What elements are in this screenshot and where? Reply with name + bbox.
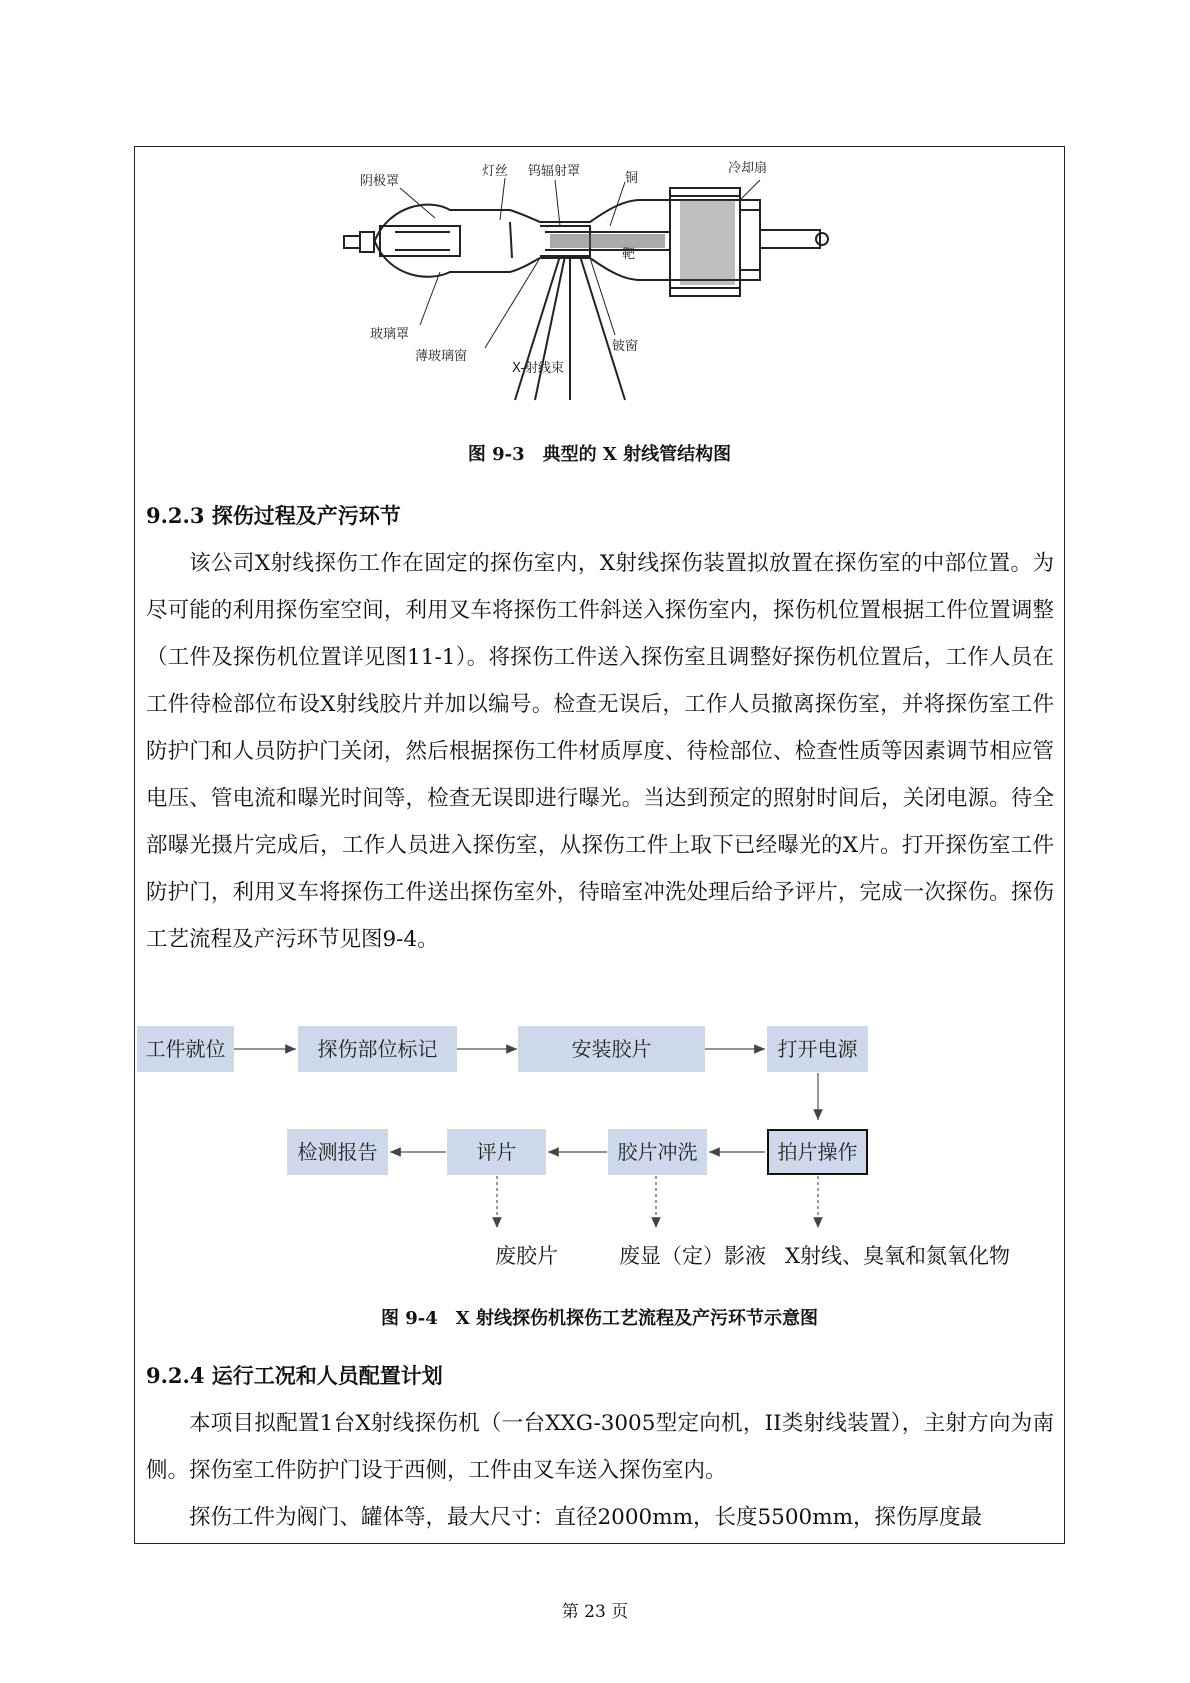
output-xray-ozone-nox: X射线、臭氧和氮氧化物 [785,1244,1010,1268]
label-xray-beam: X-射线束 [512,361,564,376]
label-glass-cover: 玻璃罩 [370,327,410,342]
flow-step-install-film: 安装胶片 [518,1026,705,1072]
section-paragraph-2: 探伤工件为阀门、罐体等，最大尺寸：直径2000mm，长度5500mm，探伤厚度最 [189,1505,982,1530]
flow-step-film-review: 评片 [447,1129,546,1175]
label-thin-glass-window: 薄玻璃窗 [415,349,468,364]
section-heading-9-2-4: 9.2.4 运行工况和人员配置计划 [146,1363,443,1388]
section-paragraph: 该公司X射线探伤工作在固定的探伤室内，X射线探伤装置拟放置在探伤室的中部位置。为尽可能的利用探伤室空间，利用叉车将探伤工件斜送入探伤室内，探伤机位置根据工件位置调整（工件及探伤机位置详见图11-1）。将探伤工件送入探伤室且调整好探伤机位置后，工作人员在工件待检部位布设X射线胶片并加以编号。检查无误后，工作人员撤离探伤室，并将探伤室工件防护门和人员防护门关闭，然后根据探伤工件材质厚度、待检部位、检查性质等因素调节相应管电压、管电流和曝光时间等，检查无误即进行曝光。当达到预定的照射时间后，关闭电源。待全部曝光摄片完成后，工作人员进入探伤室，从探伤工件上取下已经曝光的X片。打开探伤室工件防护门，利用叉车将探伤工件送出探伤室外，待暗室冲洗处理后给予评片，完成一次探伤。探伤工艺流程及产污环节见图9-4。 [146,551,1054,952]
figure-caption-9-4: 图 9-4 X 射线探伤机探伤工艺流程及产污环节示意图 [380,1308,819,1329]
flow-step-mark-location: 探伤部位标记 [298,1026,457,1072]
output-waste-developer: 废显（定）影液 [619,1244,766,1268]
flow-step-power-on: 打开电源 [767,1026,868,1072]
xray-tube-diagram [340,160,860,420]
flow-step-workpiece-positioning: 工件就位 [137,1026,234,1072]
label-tungsten-shield: 钨辐射罩 [528,164,581,179]
label-cathode-cover: 阴极罩 [360,174,400,189]
process-flowchart [134,1016,1065,1286]
section-heading-9-2-3: 9.2.3 探伤过程及产污环节 [146,503,401,528]
label-target: 靶 [622,247,636,262]
flow-step-exposure: 拍片操作 [767,1129,868,1175]
label-cooling-fins: 冷却扇 [728,161,768,176]
label-filament: 灯丝 [482,164,509,179]
page-number: 第 23 页 [561,1602,629,1622]
label-copper: 铜 [625,171,639,186]
section-paragraph-1: 本项目拟配置1台X射线探伤机（一台XXG-3005型定向机，II类射线装置），主射方向为南侧。探伤室工件防护门设于西侧，工件由叉车送入探伤室内。 [146,1411,1054,1483]
flow-step-film-developing: 胶片冲洗 [608,1129,707,1175]
label-beryllium-window: 铍窗 [612,339,639,354]
figure-caption-9-3: 图 9-3 典型的 X 射线管结构图 [467,444,732,465]
flow-step-test-report: 检测报告 [287,1129,388,1175]
output-waste-film: 废胶片 [495,1244,558,1268]
